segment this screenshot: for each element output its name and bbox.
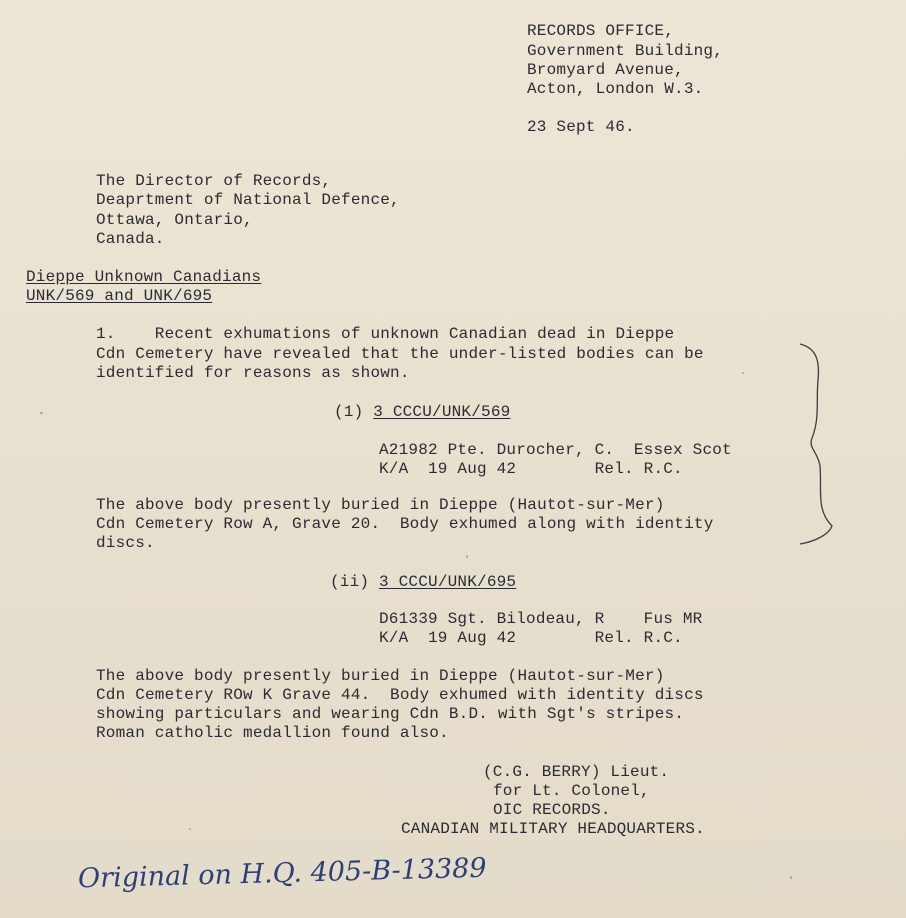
recipient-line-1: The Director of Records,	[96, 172, 332, 190]
paper-speck	[790, 876, 792, 879]
case2-note-line-3: showing particulars and wearing Cdn B.D. with Sgt's stripes.	[96, 705, 685, 723]
case2-note-line-1: The above body presently buried in Dieppe (Hautot-sur-Mer)	[96, 667, 665, 685]
case1-note-line-2: Cdn Cemetery Row A, Grave 20. Body exhumed along with identity	[96, 515, 714, 533]
case1-note-line-1: The above body presently buried in Dieppe (Hautot-sur-Mer)	[96, 496, 665, 514]
signature-line-3: OIC RECORDS.	[493, 801, 611, 819]
handwritten-brace	[798, 340, 838, 545]
case1-note-line-3: discs.	[96, 534, 155, 552]
sender-line-1: RECORDS OFFICE,	[527, 22, 675, 40]
signature-line-2: for Lt. Colonel,	[493, 782, 650, 800]
para1-line-2: Cdn Cemetery have revealed that the under-listed bodies can be	[96, 345, 704, 363]
case1-ref: 3 CCCU/UNK/569	[373, 403, 511, 421]
case2-note-line-4: Roman catholic medallion found also.	[96, 724, 449, 742]
signature-org: CANADIAN MILITARY HEADQUARTERS.	[401, 820, 705, 838]
sender-line-2: Government Building,	[527, 42, 724, 60]
paper-speck	[466, 555, 468, 558]
case1-label: (1)	[334, 403, 374, 421]
recipient-line-3: Ottawa, Ontario,	[96, 211, 253, 229]
case2-note-line-2: Cdn Cemetery ROw K Grave 44. Body exhumed with identity discs	[96, 686, 704, 704]
case1-line-1: A21982 Pte. Durocher, C. Essex Scot	[379, 441, 732, 459]
case2-line-2: K/A 19 Aug 42 Rel. R.C.	[379, 629, 683, 647]
sender-line-4: Acton, London W.3.	[527, 80, 704, 98]
recipient-line-2: Deaprtment of National Defence,	[96, 191, 400, 209]
para1-line-3: identified for reasons as shown.	[96, 364, 410, 382]
case2-label: (ii)	[330, 573, 380, 591]
case2-ref: 3 CCCU/UNK/695	[379, 573, 517, 591]
para1-line-1: 1. Recent exhumations of unknown Canadian dead in Dieppe	[96, 325, 675, 343]
handwritten-file-reference: Original on H.Q. 405-B-13389	[77, 852, 487, 895]
recipient-line-4: Canada.	[96, 230, 165, 248]
paper-speck	[189, 828, 191, 830]
case2-line-1: D61339 Sgt. Bilodeau, R Fus MR	[379, 610, 703, 628]
case2-heading	[330, 573, 516, 593]
sender-line-3: Bromyard Avenue,	[527, 61, 684, 79]
subject-title: Dieppe Unknown Canadians	[26, 268, 262, 286]
signature-line-1: (C.G. BERRY) Lieut.	[483, 763, 670, 781]
subject-reference: UNK/569 and UNK/695	[26, 287, 213, 305]
paper-speck	[40, 412, 43, 414]
letter-date: 23 Sept 46.	[527, 118, 635, 136]
case1-heading	[334, 403, 510, 423]
case1-line-2: K/A 19 Aug 42 Rel. R.C.	[379, 460, 683, 478]
paper-speck	[742, 372, 744, 374]
